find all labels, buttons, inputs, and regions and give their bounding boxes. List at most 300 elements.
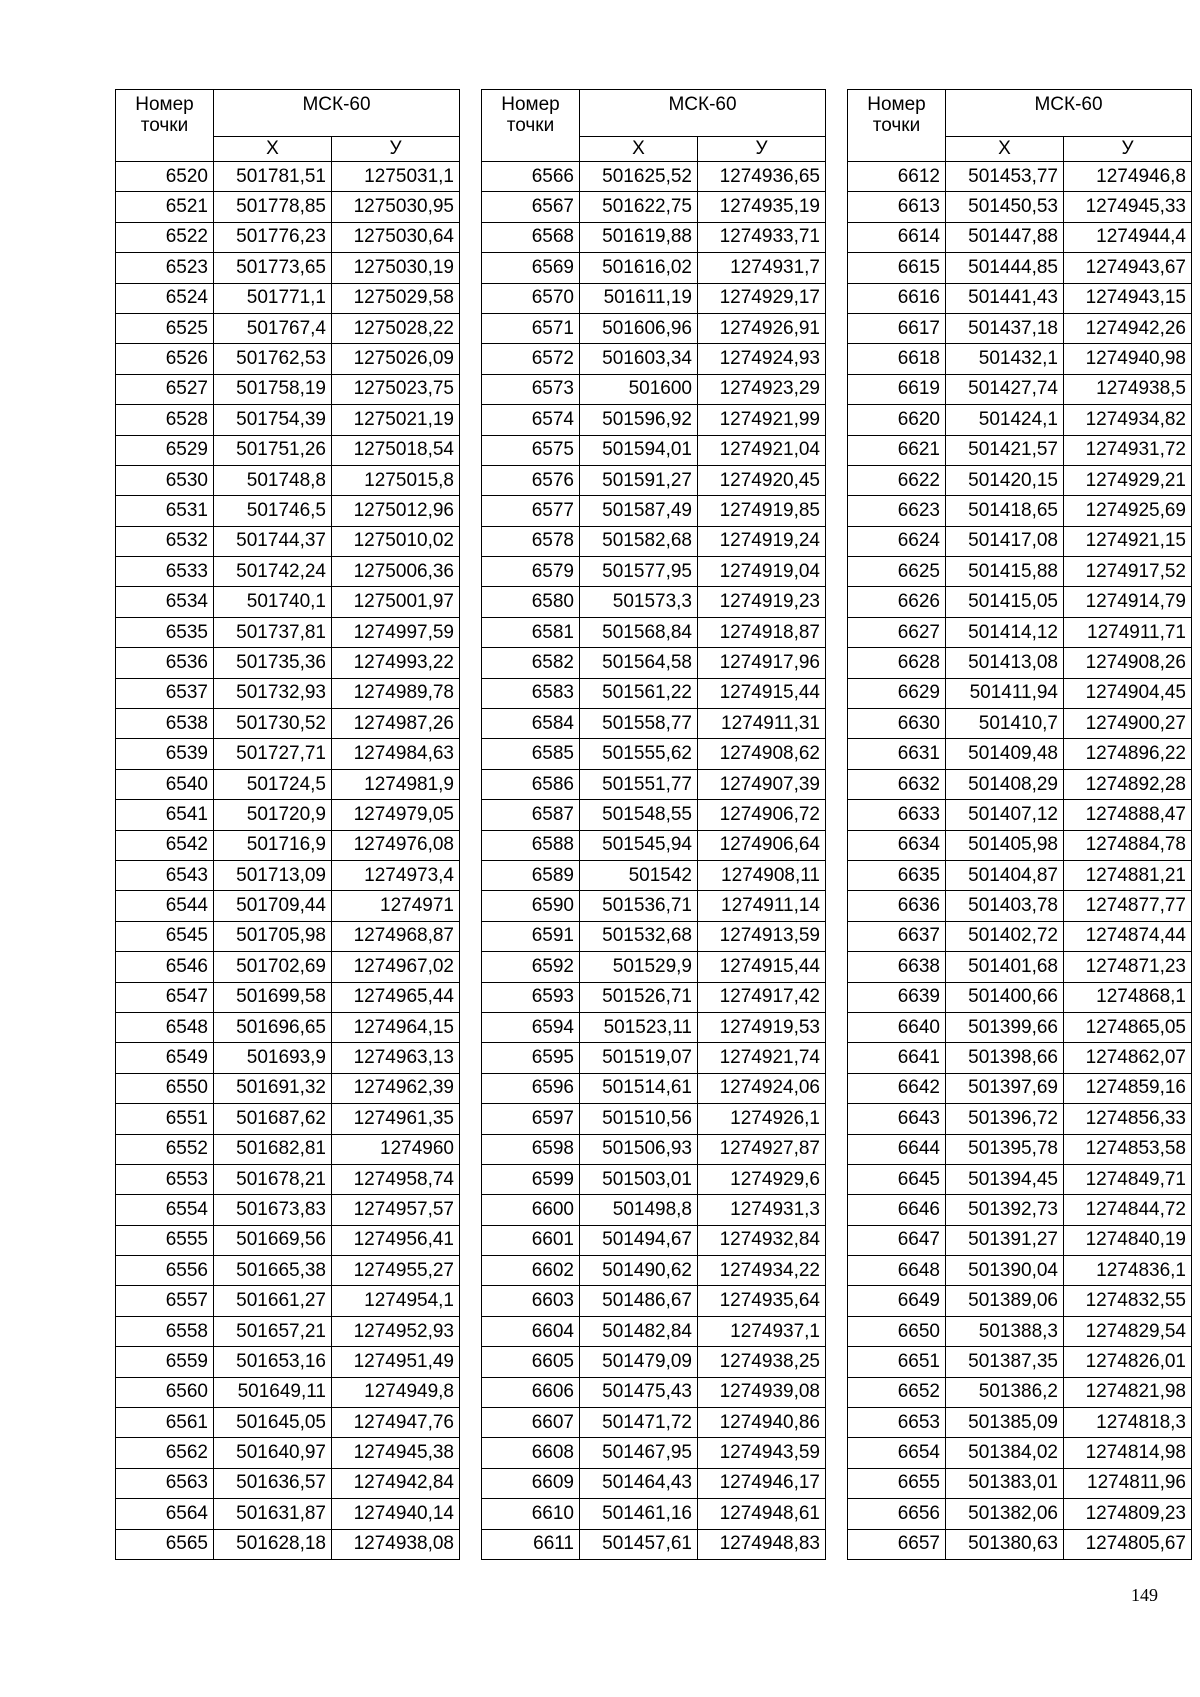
x-coordinate-cell: 501625,52 bbox=[580, 162, 698, 192]
x-coordinate-cell: 501407,12 bbox=[946, 800, 1064, 830]
x-coordinate-cell: 501494,67 bbox=[580, 1225, 698, 1255]
point-number-cell: 6635 bbox=[848, 860, 946, 890]
y-coordinate-cell: 1274923,29 bbox=[698, 374, 826, 404]
y-header: У bbox=[698, 137, 826, 162]
point-number-cell: 6560 bbox=[116, 1377, 214, 1407]
point-number-cell: 6576 bbox=[482, 465, 580, 495]
x-coordinate-cell: 501616,02 bbox=[580, 253, 698, 283]
x-coordinate-cell: 501669,56 bbox=[214, 1225, 332, 1255]
x-coordinate-cell: 501673,83 bbox=[214, 1195, 332, 1225]
y-coordinate-cell: 1274805,67 bbox=[1064, 1529, 1192, 1559]
x-coordinate-cell: 501622,75 bbox=[580, 192, 698, 222]
table-row bbox=[848, 1012, 1192, 1042]
y-coordinate-cell: 1275029,58 bbox=[332, 283, 460, 313]
point-number-cell: 6522 bbox=[116, 222, 214, 252]
x-coordinate-cell: 501748,8 bbox=[214, 465, 332, 495]
point-number-cell: 6631 bbox=[848, 739, 946, 769]
table-row bbox=[116, 921, 460, 951]
table-row bbox=[482, 1256, 826, 1286]
y-coordinate-cell: 1274919,85 bbox=[698, 496, 826, 526]
x-coordinate-cell: 501404,87 bbox=[946, 860, 1064, 890]
x-coordinate-cell: 501587,49 bbox=[580, 496, 698, 526]
x-coordinate-cell: 501486,67 bbox=[580, 1286, 698, 1316]
x-coordinate-cell: 501403,78 bbox=[946, 891, 1064, 921]
point-number-cell: 6652 bbox=[848, 1377, 946, 1407]
table-row bbox=[482, 344, 826, 374]
table-row bbox=[848, 374, 1192, 404]
y-coordinate-cell: 1274957,57 bbox=[332, 1195, 460, 1225]
point-number-cell: 6528 bbox=[116, 405, 214, 435]
point-number-cell: 6578 bbox=[482, 526, 580, 556]
table-row bbox=[848, 1134, 1192, 1164]
x-coordinate-cell: 501724,5 bbox=[214, 769, 332, 799]
table-row bbox=[482, 952, 826, 982]
y-coordinate-cell: 1274952,93 bbox=[332, 1316, 460, 1346]
y-coordinate-cell: 1274919,23 bbox=[698, 587, 826, 617]
point-number-cell: 6544 bbox=[116, 891, 214, 921]
x-coordinate-cell: 501510,56 bbox=[580, 1104, 698, 1134]
point-number-cell: 6530 bbox=[116, 465, 214, 495]
y-coordinate-cell: 1274945,33 bbox=[1064, 192, 1192, 222]
point-number-cell: 6640 bbox=[848, 1012, 946, 1042]
point-number-cell: 6548 bbox=[116, 1012, 214, 1042]
y-coordinate-cell: 1274911,14 bbox=[698, 891, 826, 921]
y-coordinate-cell: 1274958,74 bbox=[332, 1164, 460, 1194]
y-coordinate-cell: 1274961,35 bbox=[332, 1104, 460, 1134]
y-coordinate-cell: 1274947,76 bbox=[332, 1408, 460, 1438]
y-coordinate-cell: 1274915,44 bbox=[698, 952, 826, 982]
point-number-cell: 6641 bbox=[848, 1043, 946, 1073]
table-row bbox=[116, 1225, 460, 1255]
y-coordinate-cell: 1274946,8 bbox=[1064, 162, 1192, 192]
point-number-cell: 6651 bbox=[848, 1347, 946, 1377]
y-coordinate-cell: 1274935,64 bbox=[698, 1286, 826, 1316]
x-coordinate-cell: 501687,62 bbox=[214, 1104, 332, 1134]
x-coordinate-cell: 501619,88 bbox=[580, 222, 698, 252]
point-number-cell: 6643 bbox=[848, 1104, 946, 1134]
table-row bbox=[848, 344, 1192, 374]
table-row bbox=[116, 1377, 460, 1407]
x-coordinate-cell: 501427,74 bbox=[946, 374, 1064, 404]
y-coordinate-cell: 1274973,4 bbox=[332, 860, 460, 890]
point-number-cell: 6563 bbox=[116, 1468, 214, 1498]
y-coordinate-cell: 1274939,08 bbox=[698, 1377, 826, 1407]
point-number-cell: 6521 bbox=[116, 192, 214, 222]
table-row bbox=[848, 192, 1192, 222]
y-coordinate-cell: 1274913,59 bbox=[698, 921, 826, 951]
point-number-cell: 6581 bbox=[482, 617, 580, 647]
y-header: У bbox=[332, 137, 460, 162]
table-row bbox=[116, 313, 460, 343]
table-row bbox=[116, 1134, 460, 1164]
y-coordinate-cell: 1274908,62 bbox=[698, 739, 826, 769]
y-coordinate-cell: 1274836,1 bbox=[1064, 1256, 1192, 1286]
y-coordinate-cell: 1274955,27 bbox=[332, 1256, 460, 1286]
y-coordinate-cell: 1274900,27 bbox=[1064, 709, 1192, 739]
point-number-cell: 6573 bbox=[482, 374, 580, 404]
point-number-cell: 6638 bbox=[848, 952, 946, 982]
table-row bbox=[848, 648, 1192, 678]
page-number: 149 bbox=[1131, 1585, 1158, 1605]
point-number-cell: 6628 bbox=[848, 648, 946, 678]
point-number-cell: 6554 bbox=[116, 1195, 214, 1225]
x-coordinate-cell: 501453,77 bbox=[946, 162, 1064, 192]
table-row bbox=[116, 283, 460, 313]
y-coordinate-cell: 1274884,78 bbox=[1064, 830, 1192, 860]
table-row bbox=[848, 405, 1192, 435]
point-number-cell: 6646 bbox=[848, 1195, 946, 1225]
y-coordinate-cell: 1274931,72 bbox=[1064, 435, 1192, 465]
point-number-cell: 6567 bbox=[482, 192, 580, 222]
table-row bbox=[116, 465, 460, 495]
table-row bbox=[482, 1286, 826, 1316]
x-coordinate-cell: 501762,53 bbox=[214, 344, 332, 374]
x-coordinate-cell: 501529,9 bbox=[580, 952, 698, 982]
table-row bbox=[482, 405, 826, 435]
point-number-cell: 6568 bbox=[482, 222, 580, 252]
table-row bbox=[482, 465, 826, 495]
x-coordinate-cell: 501394,45 bbox=[946, 1164, 1064, 1194]
x-coordinate-cell: 501526,71 bbox=[580, 982, 698, 1012]
table-row bbox=[482, 891, 826, 921]
y-coordinate-cell: 1274987,26 bbox=[332, 709, 460, 739]
y-coordinate-cell: 1274938,08 bbox=[332, 1529, 460, 1559]
point-number-cell: 6620 bbox=[848, 405, 946, 435]
x-coordinate-cell: 501413,08 bbox=[946, 648, 1064, 678]
x-coordinate-cell: 501475,43 bbox=[580, 1377, 698, 1407]
coordinate-table-3 bbox=[847, 89, 1192, 1560]
point-number-cell: 6520 bbox=[116, 162, 214, 192]
y-coordinate-cell: 1274814,98 bbox=[1064, 1438, 1192, 1468]
y-coordinate-cell: 1274917,96 bbox=[698, 648, 826, 678]
y-coordinate-cell: 1274934,82 bbox=[1064, 405, 1192, 435]
point-number-cell: 6603 bbox=[482, 1286, 580, 1316]
x-coordinate-cell: 501776,23 bbox=[214, 222, 332, 252]
table-row bbox=[848, 1377, 1192, 1407]
y-coordinate-cell: 1274976,08 bbox=[332, 830, 460, 860]
table-row bbox=[116, 435, 460, 465]
point-number-cell: 6633 bbox=[848, 800, 946, 830]
y-coordinate-cell: 1274984,63 bbox=[332, 739, 460, 769]
table-row bbox=[116, 1286, 460, 1316]
x-header: X bbox=[946, 137, 1064, 162]
point-number-cell: 6630 bbox=[848, 709, 946, 739]
x-coordinate-cell: 501390,04 bbox=[946, 1256, 1064, 1286]
point-number-cell: 6543 bbox=[116, 860, 214, 890]
point-number-cell: 6558 bbox=[116, 1316, 214, 1346]
table-row bbox=[848, 921, 1192, 951]
point-number-header: Номер точки bbox=[482, 90, 580, 162]
table-row bbox=[116, 982, 460, 1012]
table-row bbox=[482, 192, 826, 222]
table-row bbox=[848, 891, 1192, 921]
point-number-cell: 6650 bbox=[848, 1316, 946, 1346]
x-coordinate-cell: 501746,5 bbox=[214, 496, 332, 526]
x-coordinate-cell: 501417,08 bbox=[946, 526, 1064, 556]
point-number-cell: 6524 bbox=[116, 283, 214, 313]
point-number-cell: 6586 bbox=[482, 769, 580, 799]
x-coordinate-cell: 501555,62 bbox=[580, 739, 698, 769]
table-row bbox=[848, 1529, 1192, 1559]
table-row bbox=[482, 1012, 826, 1042]
x-coordinate-cell: 501461,16 bbox=[580, 1499, 698, 1529]
table-row bbox=[848, 162, 1192, 192]
table-row bbox=[482, 921, 826, 951]
y-coordinate-cell: 1274832,55 bbox=[1064, 1286, 1192, 1316]
table-row bbox=[116, 1438, 460, 1468]
x-coordinate-cell: 501444,85 bbox=[946, 253, 1064, 283]
point-number-cell: 6634 bbox=[848, 830, 946, 860]
table-row bbox=[482, 1499, 826, 1529]
table-row bbox=[482, 1529, 826, 1559]
y-coordinate-cell: 1274877,77 bbox=[1064, 891, 1192, 921]
x-coordinate-cell: 501691,32 bbox=[214, 1073, 332, 1103]
table-row bbox=[482, 982, 826, 1012]
point-number-cell: 6612 bbox=[848, 162, 946, 192]
point-number-cell: 6539 bbox=[116, 739, 214, 769]
y-coordinate-cell: 1274940,98 bbox=[1064, 344, 1192, 374]
x-coordinate-cell: 501464,43 bbox=[580, 1468, 698, 1498]
table-row bbox=[482, 617, 826, 647]
point-number-cell: 6547 bbox=[116, 982, 214, 1012]
table-row bbox=[848, 830, 1192, 860]
table-row bbox=[482, 830, 826, 860]
x-coordinate-cell: 501661,27 bbox=[214, 1286, 332, 1316]
table-row bbox=[848, 283, 1192, 313]
point-number-cell: 6580 bbox=[482, 587, 580, 617]
x-coordinate-cell: 501401,68 bbox=[946, 952, 1064, 982]
point-number-cell: 6559 bbox=[116, 1347, 214, 1377]
point-number-cell: 6541 bbox=[116, 800, 214, 830]
y-coordinate-cell: 1274908,26 bbox=[1064, 648, 1192, 678]
x-coordinate-cell: 501506,93 bbox=[580, 1134, 698, 1164]
x-coordinate-cell: 501441,43 bbox=[946, 283, 1064, 313]
y-coordinate-cell: 1274929,6 bbox=[698, 1164, 826, 1194]
point-number-cell: 6589 bbox=[482, 860, 580, 890]
table-row bbox=[482, 526, 826, 556]
table-row bbox=[848, 952, 1192, 982]
point-number-cell: 6572 bbox=[482, 344, 580, 374]
y-coordinate-cell: 1274865,05 bbox=[1064, 1012, 1192, 1042]
y-coordinate-cell: 1274809,23 bbox=[1064, 1499, 1192, 1529]
x-coordinate-cell: 501781,51 bbox=[214, 162, 332, 192]
x-coordinate-cell: 501398,66 bbox=[946, 1043, 1064, 1073]
y-coordinate-cell: 1274840,19 bbox=[1064, 1225, 1192, 1255]
y-coordinate-cell: 1274962,39 bbox=[332, 1073, 460, 1103]
point-number-cell: 6557 bbox=[116, 1286, 214, 1316]
table-row bbox=[482, 860, 826, 890]
table-row bbox=[116, 830, 460, 860]
point-number-cell: 6574 bbox=[482, 405, 580, 435]
y-coordinate-cell: 1274906,72 bbox=[698, 800, 826, 830]
table-row bbox=[482, 1073, 826, 1103]
y-coordinate-cell: 1274960 bbox=[332, 1134, 460, 1164]
x-coordinate-cell: 501737,81 bbox=[214, 617, 332, 647]
y-coordinate-cell: 1274943,59 bbox=[698, 1438, 826, 1468]
x-coordinate-cell: 501558,77 bbox=[580, 709, 698, 739]
table-row bbox=[116, 952, 460, 982]
table-row bbox=[848, 526, 1192, 556]
y-coordinate-cell: 1274924,93 bbox=[698, 344, 826, 374]
y-coordinate-cell: 1274921,74 bbox=[698, 1043, 826, 1073]
x-coordinate-cell: 501606,96 bbox=[580, 313, 698, 343]
x-coordinate-cell: 501631,87 bbox=[214, 1499, 332, 1529]
table-row bbox=[482, 496, 826, 526]
point-number-cell: 6653 bbox=[848, 1408, 946, 1438]
y-coordinate-cell: 1274920,45 bbox=[698, 465, 826, 495]
table-row bbox=[116, 1347, 460, 1377]
y-coordinate-cell: 1274844,72 bbox=[1064, 1195, 1192, 1225]
point-number-cell: 6588 bbox=[482, 830, 580, 860]
y-coordinate-cell: 1274918,87 bbox=[698, 617, 826, 647]
x-coordinate-cell: 501713,09 bbox=[214, 860, 332, 890]
table-body bbox=[848, 162, 1192, 1560]
y-coordinate-cell: 1274965,44 bbox=[332, 982, 460, 1012]
x-coordinate-cell: 501382,06 bbox=[946, 1499, 1064, 1529]
x-coordinate-cell: 501383,01 bbox=[946, 1468, 1064, 1498]
table-row bbox=[848, 1104, 1192, 1134]
point-number-cell: 6549 bbox=[116, 1043, 214, 1073]
y-coordinate-cell: 1274971 bbox=[332, 891, 460, 921]
y-coordinate-cell: 1274968,87 bbox=[332, 921, 460, 951]
table-row bbox=[116, 557, 460, 587]
table-row bbox=[116, 648, 460, 678]
table-body bbox=[482, 162, 826, 1560]
table-row bbox=[848, 557, 1192, 587]
y-coordinate-cell: 1274925,69 bbox=[1064, 496, 1192, 526]
table-row bbox=[116, 678, 460, 708]
table-row bbox=[482, 1164, 826, 1194]
table-row bbox=[848, 222, 1192, 252]
table-row bbox=[848, 1256, 1192, 1286]
x-coordinate-cell: 501405,98 bbox=[946, 830, 1064, 860]
point-number-cell: 6627 bbox=[848, 617, 946, 647]
x-coordinate-cell: 501397,69 bbox=[946, 1073, 1064, 1103]
point-number-cell: 6535 bbox=[116, 617, 214, 647]
x-coordinate-cell: 501653,16 bbox=[214, 1347, 332, 1377]
point-number-cell: 6645 bbox=[848, 1164, 946, 1194]
y-coordinate-cell: 1274964,15 bbox=[332, 1012, 460, 1042]
point-number-cell: 6625 bbox=[848, 557, 946, 587]
table-row bbox=[116, 162, 460, 192]
table-row bbox=[848, 1408, 1192, 1438]
x-coordinate-cell: 501611,19 bbox=[580, 283, 698, 313]
y-coordinate-cell: 1274933,71 bbox=[698, 222, 826, 252]
x-coordinate-cell: 501696,65 bbox=[214, 1012, 332, 1042]
x-coordinate-cell: 501645,05 bbox=[214, 1408, 332, 1438]
point-number-cell: 6551 bbox=[116, 1104, 214, 1134]
y-coordinate-cell: 1274938,5 bbox=[1064, 374, 1192, 404]
y-coordinate-cell: 1274926,1 bbox=[698, 1104, 826, 1134]
y-coordinate-cell: 1274811,96 bbox=[1064, 1468, 1192, 1498]
x-coordinate-cell: 501573,3 bbox=[580, 587, 698, 617]
x-coordinate-cell: 501418,65 bbox=[946, 496, 1064, 526]
y-coordinate-cell: 1274874,44 bbox=[1064, 921, 1192, 951]
point-number-cell: 6601 bbox=[482, 1225, 580, 1255]
table-row bbox=[116, 860, 460, 890]
y-coordinate-cell: 1275015,8 bbox=[332, 465, 460, 495]
table-row bbox=[848, 1499, 1192, 1529]
point-number-cell: 6537 bbox=[116, 678, 214, 708]
x-coordinate-cell: 501467,95 bbox=[580, 1438, 698, 1468]
table-row bbox=[848, 587, 1192, 617]
point-number-cell: 6657 bbox=[848, 1529, 946, 1559]
x-coordinate-cell: 501709,44 bbox=[214, 891, 332, 921]
point-number-cell: 6546 bbox=[116, 952, 214, 982]
x-coordinate-cell: 501400,66 bbox=[946, 982, 1064, 1012]
table-row bbox=[116, 405, 460, 435]
x-coordinate-cell: 501420,15 bbox=[946, 465, 1064, 495]
x-coordinate-cell: 501490,62 bbox=[580, 1256, 698, 1286]
table-row bbox=[848, 739, 1192, 769]
y-coordinate-cell: 1274942,26 bbox=[1064, 313, 1192, 343]
y-coordinate-cell: 1275001,97 bbox=[332, 587, 460, 617]
point-number-cell: 6565 bbox=[116, 1529, 214, 1559]
x-coordinate-cell: 501636,57 bbox=[214, 1468, 332, 1498]
point-number-cell: 6596 bbox=[482, 1073, 580, 1103]
x-coordinate-cell: 501548,55 bbox=[580, 800, 698, 830]
y-coordinate-cell: 1274911,31 bbox=[698, 709, 826, 739]
y-coordinate-cell: 1274821,98 bbox=[1064, 1377, 1192, 1407]
y-coordinate-cell: 1274931,7 bbox=[698, 253, 826, 283]
y-coordinate-cell: 1275010,02 bbox=[332, 526, 460, 556]
y-coordinate-cell: 1275030,95 bbox=[332, 192, 460, 222]
y-coordinate-cell: 1274997,59 bbox=[332, 617, 460, 647]
x-coordinate-cell: 501542 bbox=[580, 860, 698, 890]
y-coordinate-cell: 1274868,1 bbox=[1064, 982, 1192, 1012]
point-number-cell: 6564 bbox=[116, 1499, 214, 1529]
y-coordinate-cell: 1275006,36 bbox=[332, 557, 460, 587]
y-coordinate-cell: 1274935,19 bbox=[698, 192, 826, 222]
y-coordinate-cell: 1274917,52 bbox=[1064, 557, 1192, 587]
table-row bbox=[482, 1225, 826, 1255]
x-coordinate-cell: 501568,84 bbox=[580, 617, 698, 647]
y-coordinate-cell: 1275026,09 bbox=[332, 344, 460, 374]
point-number-header: Номер точки bbox=[848, 90, 946, 162]
point-number-cell: 6629 bbox=[848, 678, 946, 708]
point-number-cell: 6542 bbox=[116, 830, 214, 860]
x-coordinate-cell: 501678,21 bbox=[214, 1164, 332, 1194]
x-coordinate-cell: 501437,18 bbox=[946, 313, 1064, 343]
y-coordinate-cell: 1274979,05 bbox=[332, 800, 460, 830]
x-coordinate-cell: 501447,88 bbox=[946, 222, 1064, 252]
point-number-cell: 6591 bbox=[482, 921, 580, 951]
y-coordinate-cell: 1274943,67 bbox=[1064, 253, 1192, 283]
y-coordinate-cell: 1274853,58 bbox=[1064, 1134, 1192, 1164]
y-coordinate-cell: 1275021,19 bbox=[332, 405, 460, 435]
table-row bbox=[482, 253, 826, 283]
table-row bbox=[116, 739, 460, 769]
x-coordinate-cell: 501778,85 bbox=[214, 192, 332, 222]
table-row bbox=[482, 678, 826, 708]
y-coordinate-cell: 1274907,39 bbox=[698, 769, 826, 799]
y-coordinate-cell: 1274940,14 bbox=[332, 1499, 460, 1529]
y-coordinate-cell: 1274917,42 bbox=[698, 982, 826, 1012]
coordinate-table-1 bbox=[115, 89, 460, 1560]
table-row bbox=[116, 496, 460, 526]
table-row bbox=[482, 739, 826, 769]
table-row bbox=[848, 982, 1192, 1012]
table-row bbox=[116, 526, 460, 556]
y-coordinate-cell: 1274938,25 bbox=[698, 1347, 826, 1377]
table-row bbox=[116, 800, 460, 830]
x-coordinate-cell: 501705,98 bbox=[214, 921, 332, 951]
table-row bbox=[848, 1043, 1192, 1073]
point-number-cell: 6649 bbox=[848, 1286, 946, 1316]
x-coordinate-cell: 501665,38 bbox=[214, 1256, 332, 1286]
y-coordinate-cell: 1274888,47 bbox=[1064, 800, 1192, 830]
x-coordinate-cell: 501536,71 bbox=[580, 891, 698, 921]
